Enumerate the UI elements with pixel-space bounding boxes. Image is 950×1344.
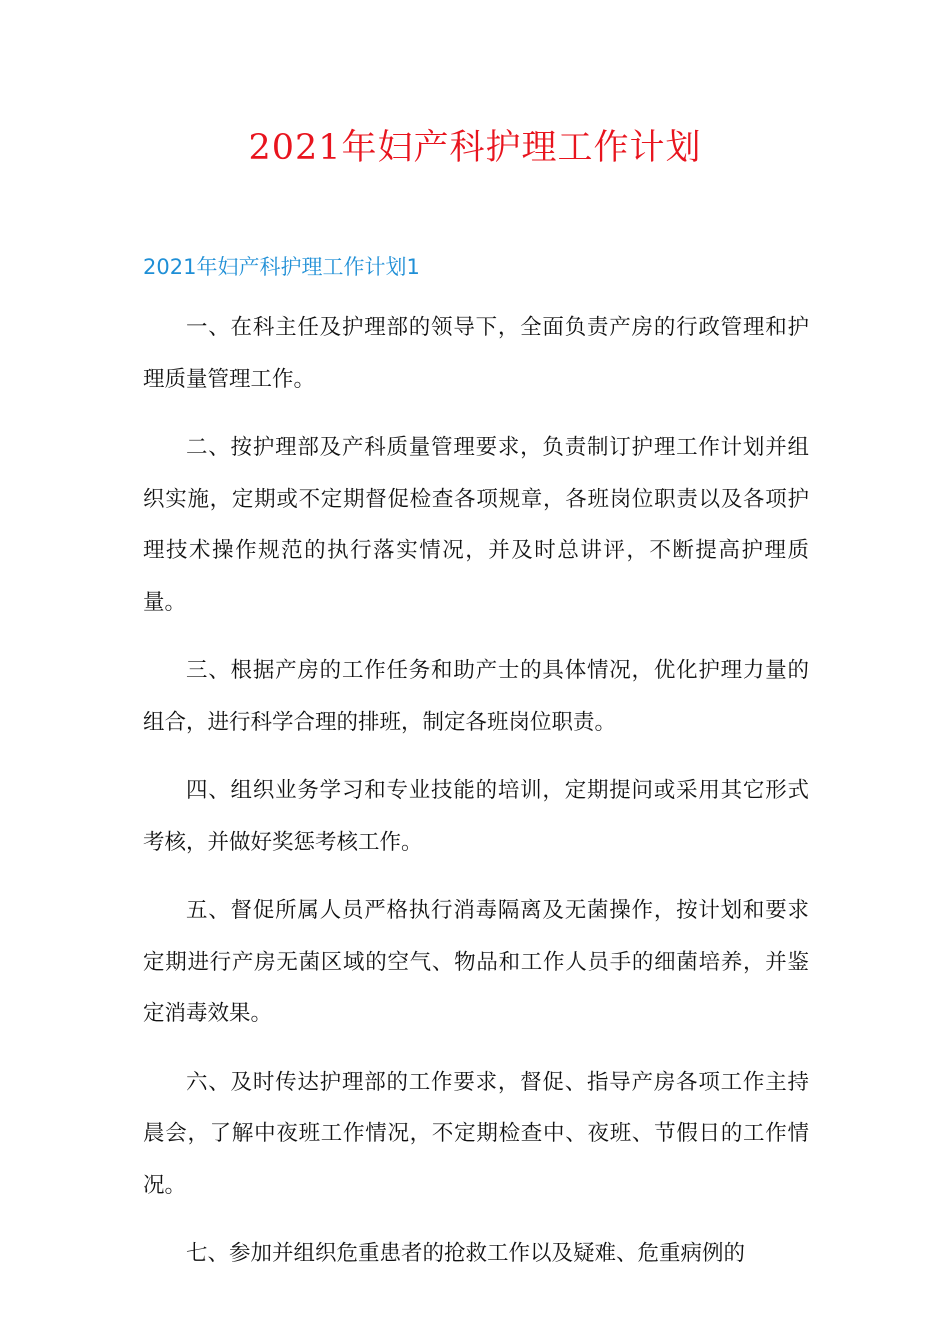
paragraph-4: 四、组织业务学习和专业技能的培训，定期提问或采用其它形式考核，并做好奖惩考核工作。 [143, 778, 809, 855]
paragraph-2: 二、按护理部及产科质量管理要求，负责制订护理工作计划并组织实施，定期或不定期督促检查各项规章，各班岗位职责以及各项护理技术操作规范的执行落实情况，并及时总讲评，不断提高护理质量。 [143, 435, 809, 615]
paragraph-5: 五、督促所属人员严格执行消毒隔离及无菌操作，按计划和要求定期进行产房无菌区域的空气、物品和工作人员手的细菌培养，并鉴定消毒效果。 [143, 898, 809, 1026]
document-body [143, 302, 809, 1297]
paragraph-6: 六、及时传达护理部的工作要求，督促、指导产房各项工作主持晨会，了解中夜班工作情况，不定期检查中、夜班、节假日的工作情况。 [143, 1069, 809, 1198]
document-title: 2021年妇产科护理工作计划 [248, 128, 702, 168]
section-heading: 2021年妇产科护理工作计划1 [143, 255, 420, 279]
paragraph-7: 七、参加并组织危重患者的抢救工作以及疑难、危重病例的 [186, 1241, 746, 1266]
paragraph-3: 三、根据产房的工作任务和助产士的具体情况，优化护理力量的组合，进行科学合理的排班，制定各班岗位职责。 [143, 658, 809, 735]
paragraph-1: 一、在科主任及护理部的领导下，全面负责产房的行政管理和护理质量管理工作。 [143, 315, 809, 392]
